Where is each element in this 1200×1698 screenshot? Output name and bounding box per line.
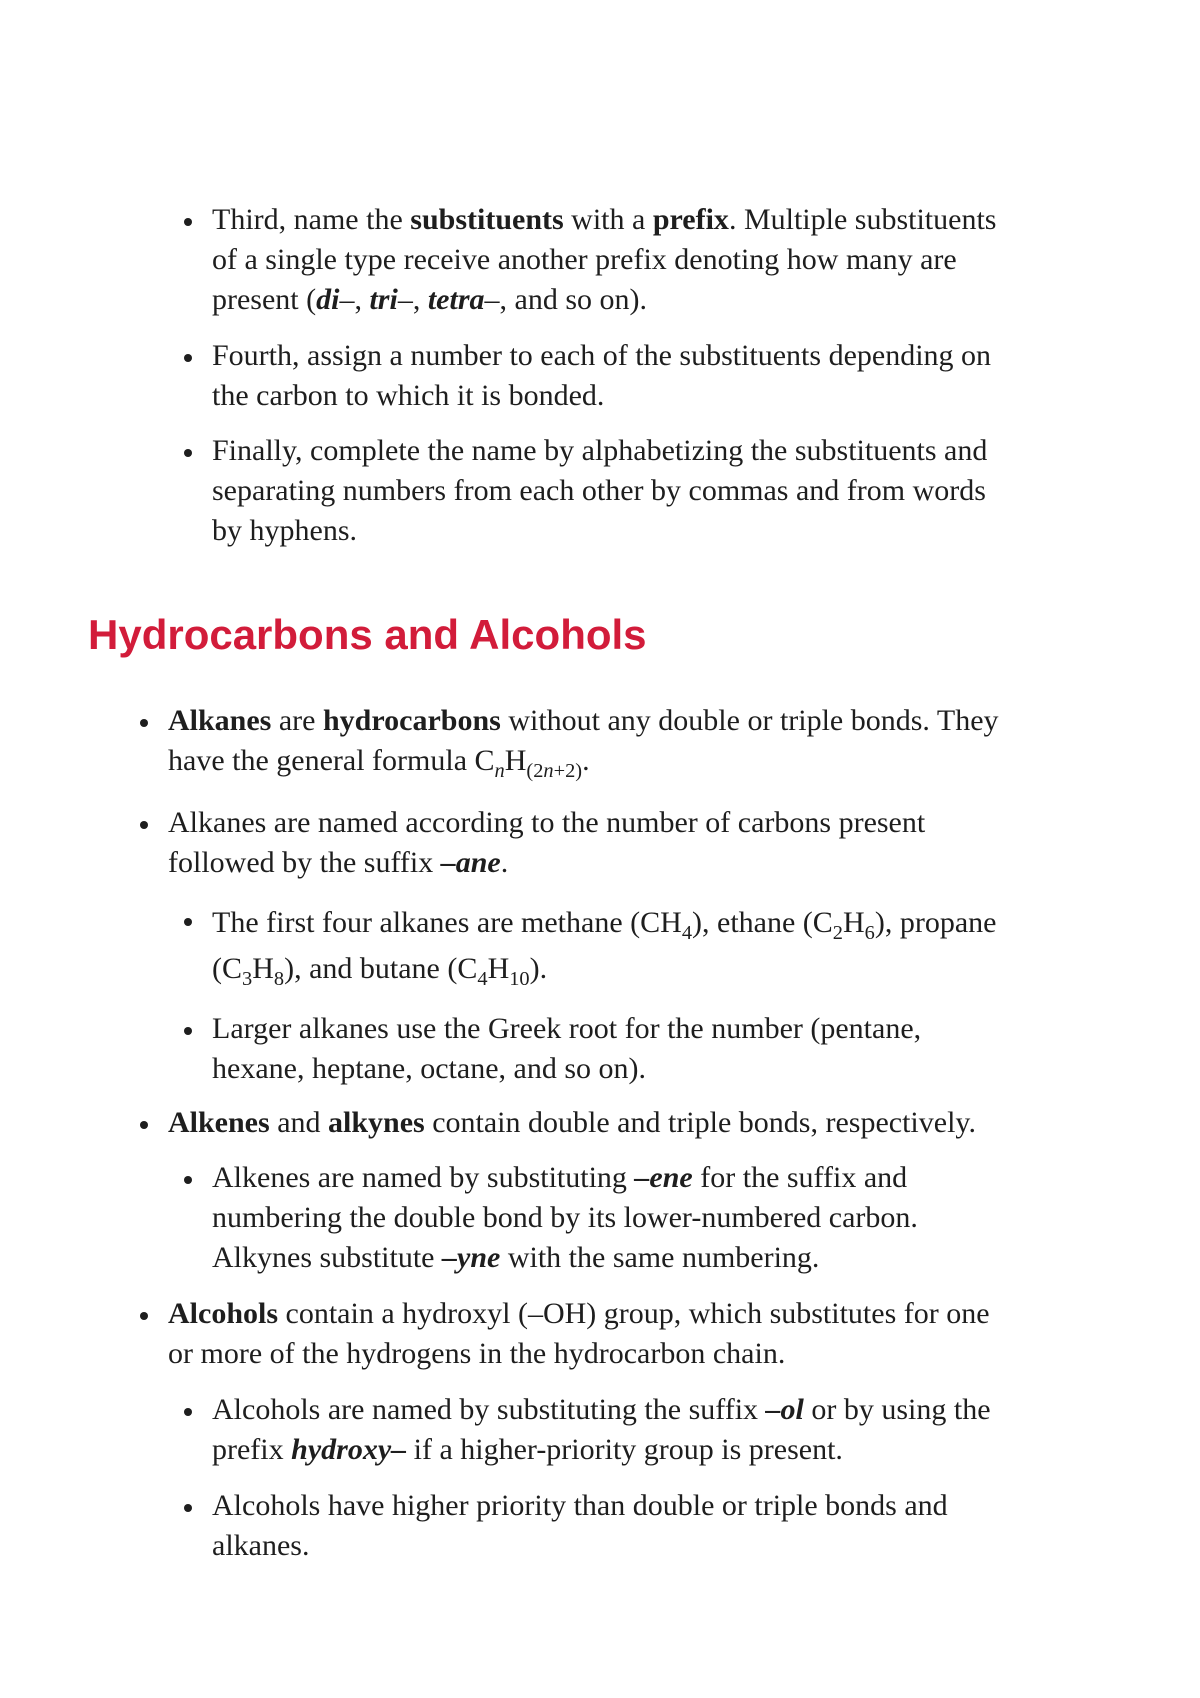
alcohols-bullet	[168, 1294, 990, 1374]
text-line: Third, name the substituents with a prefix. Multiple substituents	[212, 203, 997, 236]
text-line: of a single type receive another prefix denoting how many are	[212, 243, 957, 276]
text-line: Alkenes are named by substituting –ene for the suffix and	[212, 1161, 908, 1194]
larger-alkanes-bullet	[212, 1009, 921, 1089]
text-line: the carbon to which it is bonded.	[212, 379, 605, 412]
alkane-naming-bullet	[168, 803, 925, 883]
text-line: followed by the suffix –ane.	[168, 846, 509, 879]
bullet-icon	[140, 719, 148, 727]
alkene-naming-bullet	[212, 1158, 918, 1278]
text-line: Alcohols are named by substituting the suffix –ol or by using the	[212, 1393, 991, 1426]
text-line: by hyphens.	[212, 514, 357, 547]
bullet-icon	[184, 1408, 192, 1416]
text-line: Alkenes and alkynes contain double and triple bonds, respectively.	[168, 1106, 976, 1139]
text-line: Alcohols contain a hydroxyl (–OH) group, which substitutes for one	[168, 1297, 990, 1330]
alcohol-priority-bullet	[212, 1486, 948, 1566]
bullet-icon	[184, 918, 192, 926]
alkanes-bullet	[168, 701, 999, 781]
alcohol-naming-bullet	[212, 1390, 991, 1470]
bullet-icon	[184, 1027, 192, 1035]
text-line: Fourth, assign a number to each of the substituents depending on	[212, 339, 992, 372]
alkenes-alkynes-bullet	[168, 1103, 976, 1143]
text-line: The first four alkanes are methane $(CH_4)$, ethane $(C_2H_6)$, propane	[212, 906, 997, 945]
text-line: Alkanes are named according to the number of carbons present	[168, 806, 926, 839]
text-line: present (di–, tri–, tetra–, and so on).	[212, 283, 647, 316]
bullet-icon	[184, 218, 192, 226]
text-line: separating numbers from each other by commas and from words	[212, 474, 986, 507]
intro-bullet-1	[212, 200, 996, 320]
text-line: alkanes.	[212, 1529, 310, 1562]
bullet-icon	[184, 1504, 192, 1512]
text-line: Larger alkanes use the Greek root for the number (pentane,	[212, 1012, 922, 1045]
bullet-icon	[184, 1176, 192, 1184]
bullet-icon	[140, 1312, 148, 1320]
text-line: Alcohols have higher priority than double or triple bonds and	[212, 1489, 948, 1522]
text-line: Finally, complete the name by alphabetizing the substituents and	[212, 434, 988, 467]
intro-bullet-3	[212, 431, 987, 551]
section-heading: Hydrocarbons and Alcohols	[88, 611, 647, 658]
bullet-icon	[140, 821, 148, 829]
text-line: prefix hydroxy– if a higher-priority group is present.	[212, 1433, 843, 1466]
intro-bullet-2	[212, 336, 991, 416]
text-line: $(C_3H_8)$, and butane $(C_4H_{10})$.	[212, 952, 548, 991]
first-four-alkanes-bullet	[212, 900, 997, 992]
text-line: Alkynes substitute –yne with the same numbering.	[212, 1241, 820, 1274]
text-line: hexane, heptane, octane, and so on).	[212, 1052, 646, 1085]
bullet-icon	[140, 1121, 148, 1129]
text-line: Alkanes are hydrocarbons without any double or triple bonds. They	[168, 704, 999, 737]
bullet-icon	[184, 354, 192, 362]
text-line: numbering the double bond by its lower-numbered carbon.	[212, 1201, 918, 1234]
bullet-icon	[184, 449, 192, 457]
text-line: or more of the hydrogens in the hydrocarbon chain.	[168, 1337, 786, 1370]
text-line: have the general formula $C_nH_{(2n+2)}$.	[168, 744, 590, 783]
